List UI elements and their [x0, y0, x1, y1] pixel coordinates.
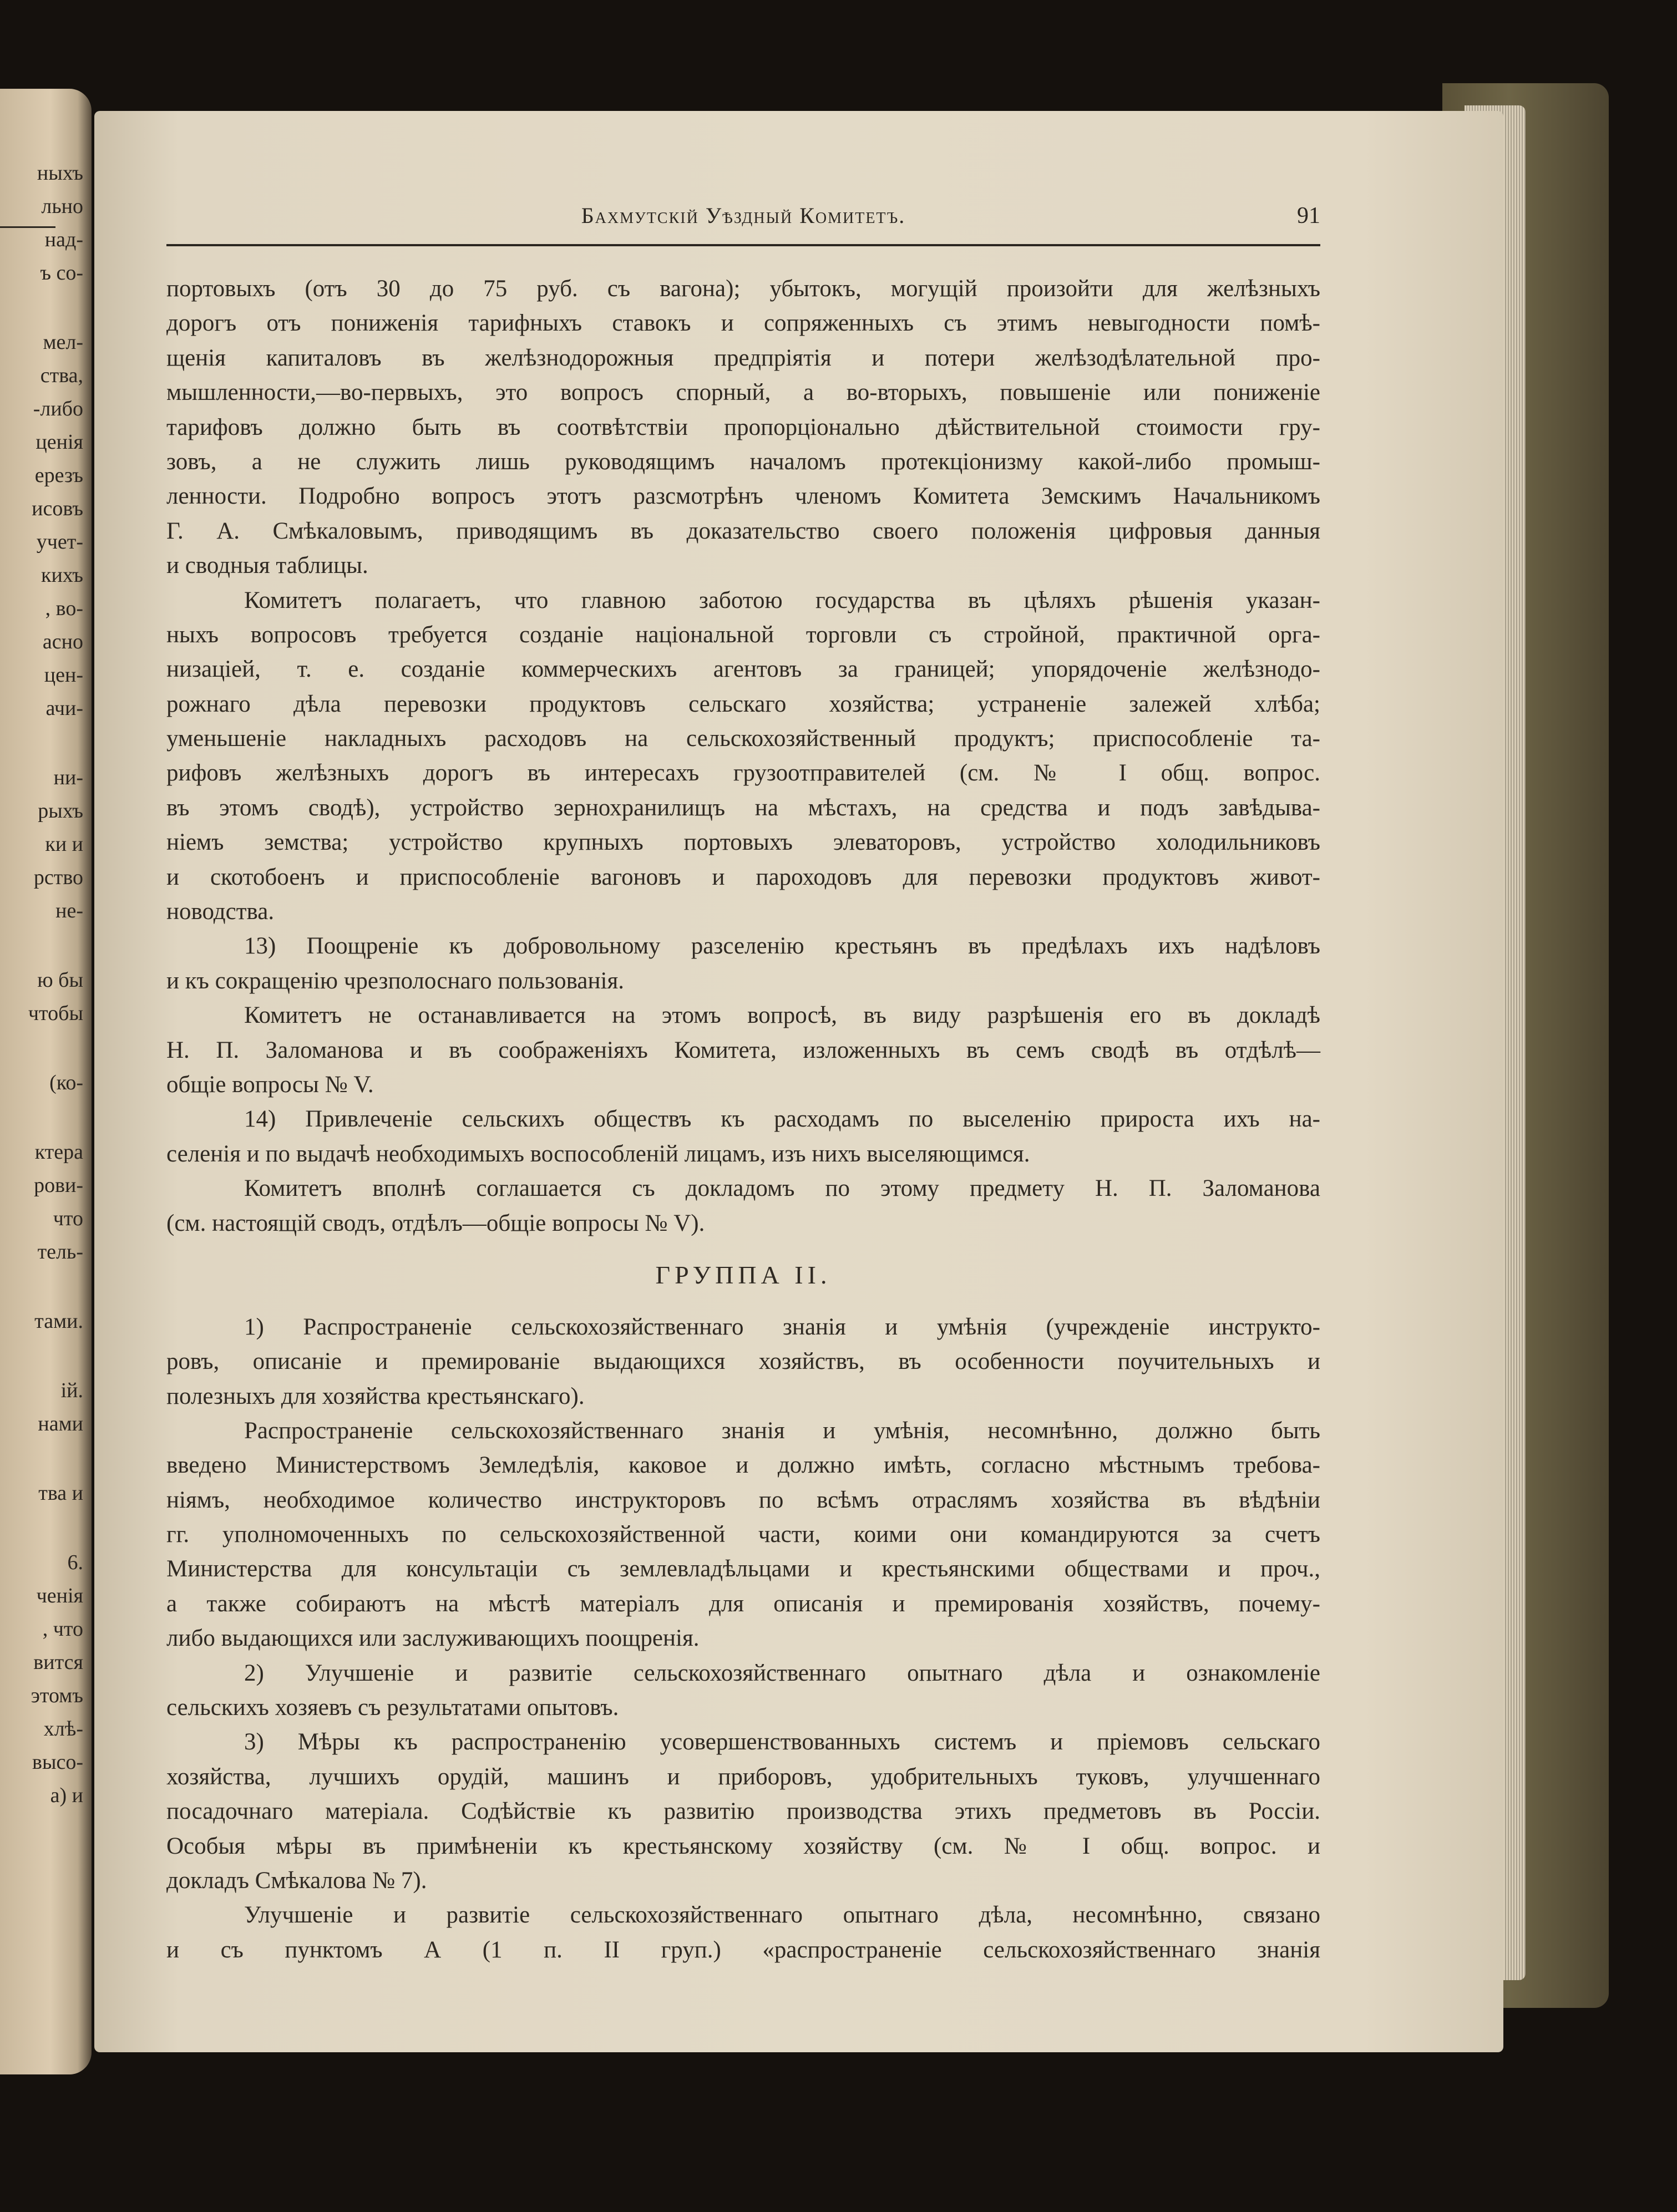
text-line: 3) Мѣры къ распространенію усовершенствованныхъ системъ и пріемовъ сельскаго [244, 1729, 1320, 1756]
text-line: полезныхъ для хозяйства крестьянскаго). [166, 1383, 585, 1409]
text-line: ленности. Подробно вопросъ этотъ разсмотрѣнъ членомъ Комитета Земскимъ Начальникомъ [166, 483, 1320, 510]
text-line: Г. А. Смѣкаловымъ, приводящимъ въ доказательство своего положенія цифровыя данныя [166, 518, 1320, 544]
left-page-fragment: ачи- [45, 697, 83, 720]
body-text [166, 272, 1320, 1967]
left-page-fragment: (ко- [49, 1071, 83, 1094]
left-page-fragment: , во- [45, 597, 83, 620]
left-page-fragment: рство [33, 866, 83, 889]
section-heading: ГРУППА II. [655, 1260, 832, 1289]
text-line: 2) Улучшеніе и развитіе сельскохозяйственнаго опытнаго дѣла и ознакомленіе [244, 1660, 1320, 1686]
text-line: хозяйства, лучшихъ орудій, машинъ и приборовъ, удобрительныхъ туковъ, улучшеннаго [166, 1763, 1320, 1790]
text-line: Комитетъ вполнѣ соглашается съ докладомъ по этому предмету Н. П. Заломанова [244, 1175, 1320, 1202]
text-line: и скотобоенъ и приспособленіе вагоновъ и пароходовъ для перевозки продуктовъ живот- [166, 864, 1320, 890]
text-line: уменьшеніе накладныхъ расходовъ на сельскохозяйственный продуктъ; приспособленіе та- [166, 726, 1320, 752]
text-line: дорогъ отъ пониженія тарифныхъ ставокъ и сопряженныхъ съ этимъ невыгодности помѣ- [166, 310, 1320, 337]
left-page-fragment: этомъ [31, 1684, 83, 1707]
text-line: низаціей, т. е. созданіе коммерческихъ агентовъ за границей; упорядоченіе желѣзнодо- [166, 656, 1320, 683]
header-title: Бахмутскій Уѣздный Комитетъ. [581, 203, 906, 228]
text-line: введено Министерствомъ Земледѣлія, каковое и должно имѣть, согласно мѣстнымъ требова- [166, 1452, 1320, 1479]
left-page-fragment: 6. [67, 1551, 83, 1574]
text-line: портовыхъ (отъ 30 до 75 руб. съ вагона); убытокъ, могущій произойти для желѣзныхъ [166, 276, 1320, 302]
text-line: 14) Привлеченіе сельскихъ обществъ къ расходамъ по выселенію прироста ихъ на- [244, 1106, 1320, 1133]
left-page-fragment: ю бы [37, 968, 83, 992]
left-page-fragment: мел- [43, 331, 83, 354]
left-page-fragment: чтобы [28, 1002, 83, 1025]
left-page-fragment: тва и [38, 1482, 83, 1505]
left-page-fragment: исовъ [32, 497, 83, 520]
left-page-fragment: ктера [34, 1140, 83, 1164]
left-page-fragment: тами. [34, 1310, 83, 1333]
text-line: и съ пунктомъ А (1 п. II груп.) «распространеніе сельскохозяйственнаго знанія [166, 1936, 1320, 1963]
header-rule [166, 244, 1320, 246]
text-line: (см. настоящій сводъ, отдѣлъ—общіе вопросы № V). [166, 1210, 705, 1236]
text-line: рифовъ желѣзныхъ дорогъ въ интересахъ грузоотправителей (см. № I общ. вопрос. [166, 760, 1320, 787]
text-line: и къ сокращенію чрезполоснаго пользованія. [166, 967, 624, 994]
text-line: докладъ Смѣкалова № 7). [166, 1867, 427, 1894]
text-line: сельскихъ хозяевъ съ результатами опытовъ. [166, 1694, 619, 1721]
text-line: Комитетъ полагаетъ, что главною заботою государства въ цѣляхъ рѣшенія указан- [244, 587, 1320, 613]
page-number: 91 [1297, 203, 1320, 229]
left-page-fragment: нами [38, 1412, 83, 1435]
text-line: мышленности,—во-первыхъ, это вопросъ спорный, а во-вторыхъ, повышеніе или пониженіе [166, 379, 1320, 406]
left-page-fragment: тель- [37, 1240, 83, 1264]
text-line: Комитетъ не останавливается на этомъ вопросѣ, въ виду разрѣшенія его въ докладѣ [244, 1002, 1320, 1029]
left-page-fragment: ства, [40, 364, 83, 387]
text-line: селенія и по выдачѣ необходимыхъ воспособленій лицамъ, изъ нихъ выселяющимся. [166, 1140, 1030, 1167]
left-page-fragment: над- [44, 228, 83, 251]
left-page [0, 89, 92, 2074]
left-page-fragment: ни- [53, 766, 83, 789]
text-line: новодства. [166, 899, 275, 925]
text-line: тарифовъ должно быть въ соотвѣтствіи пропорціонально дѣйствительной стоимости гру- [166, 414, 1320, 440]
text-line: щенія капиталовъ въ желѣзнодорожныя предпріятія и потери желѣзодѣлательной про- [166, 344, 1320, 371]
left-page-fragment: -либо [33, 397, 83, 420]
left-page-fragment: не- [55, 899, 83, 922]
left-page-fragment: ценія [36, 430, 83, 454]
text-line: и сводныя таблицы. [166, 552, 368, 579]
text-line: зовъ, а не служить лишь руководящимъ началомъ протекціонизму какой-либо промыш- [166, 448, 1320, 475]
left-page-fragment: а) и [50, 1784, 83, 1807]
text-line: ніемъ земства; устройство крупныхъ портовыхъ элеваторовъ, устройство холодильниковъ [166, 829, 1320, 856]
text-line: 13) Поощреніе къ добровольному разселенію крестьянъ въ предѣлахъ ихъ надѣловъ [244, 933, 1320, 960]
left-page-fragment: кихъ [41, 564, 83, 587]
left-page-fragment: асно [42, 630, 83, 653]
text-line: либо выдающихся или заслуживающихъ поощренія. [166, 1625, 700, 1652]
left-page-fragment: ченія [36, 1584, 83, 1607]
left-page-fragment: льно [41, 195, 83, 218]
left-page-fragment: , что [42, 1617, 83, 1641]
left-page-fragment: ерезъ [34, 464, 83, 487]
left-page-fragment: рыхъ [38, 799, 83, 823]
text-line: Министерства для консультаціи съ землевладѣльцами и крестьянскими обществами и проч., [166, 1556, 1320, 1582]
left-page-fragment: ныхъ [37, 161, 83, 185]
text-line: Н. П. Заломанова и въ соображеніяхъ Комитета, изложенныхъ въ семъ сводѣ въ отдѣлѣ— [166, 1037, 1320, 1063]
text-line: ніямъ, необходимое количество инструкторовъ по всѣмъ отраслямъ хозяйства въ вѣдѣніи [166, 1486, 1320, 1513]
text-line: Распространеніе сельскохозяйственнаго знанія и умѣнія, несомнѣнно, должно быть [244, 1417, 1320, 1444]
left-page-fragment: хлѣ- [43, 1717, 83, 1741]
text-line: въ этомъ сводѣ), устройство зернохранилищъ на мѣстахъ, на средства и подъ завѣдыва- [166, 794, 1320, 821]
left-page-fragment: высо- [32, 1751, 83, 1774]
left-page-fragment: ъ со- [40, 261, 83, 285]
left-page-fragment: ій. [60, 1379, 83, 1402]
text-line: посадочнаго матеріала. Содѣйствіе къ развитію производства этихъ предметовъ въ Россіи. [166, 1798, 1320, 1825]
text-line: ровъ, описаніе и премированіе выдающихся хозяйствъ, въ особенности поучительныхъ и [166, 1348, 1320, 1375]
text-line: гг. уполномоченныхъ по сельскохозяйственной части, коими они командируются за счетъ [166, 1521, 1320, 1548]
text-line: Улучшеніе и развитіе сельскохозяйственнаго опытнаго дѣла, несомнѣнно, связано [244, 1902, 1320, 1929]
text-line: Особыя мѣры въ примѣненіи къ крестьянскому хозяйству (см. № I общ. вопрос. и [166, 1833, 1320, 1859]
left-page-fragment: учет- [36, 530, 83, 554]
text-line: ныхъ вопросовъ требуется созданіе національной торговли съ стройной, практичной орга- [166, 621, 1320, 648]
left-page-fragment: что [53, 1207, 83, 1230]
left-page-fragment: рови- [34, 1174, 83, 1197]
text-line: общіе вопросы № V. [166, 1071, 374, 1098]
text-line: 1) Распространеніе сельскохозяйственнаго знанія и умѣнія (учрежденіе инструкто- [244, 1313, 1320, 1340]
text-line: рожнаго дѣла перевозки продуктовъ сельскаго хозяйства; устраненіе залежей хлѣба; [166, 691, 1320, 717]
left-page-fragment: цен- [44, 663, 83, 687]
running-head [166, 202, 1320, 236]
left-page-fragment: вится [33, 1651, 83, 1674]
left-page-fragment: ки и [45, 833, 83, 856]
text-line: а также собираютъ на мѣстѣ матеріалъ для описанія и премированія хозяйствъ, почему- [166, 1590, 1320, 1617]
